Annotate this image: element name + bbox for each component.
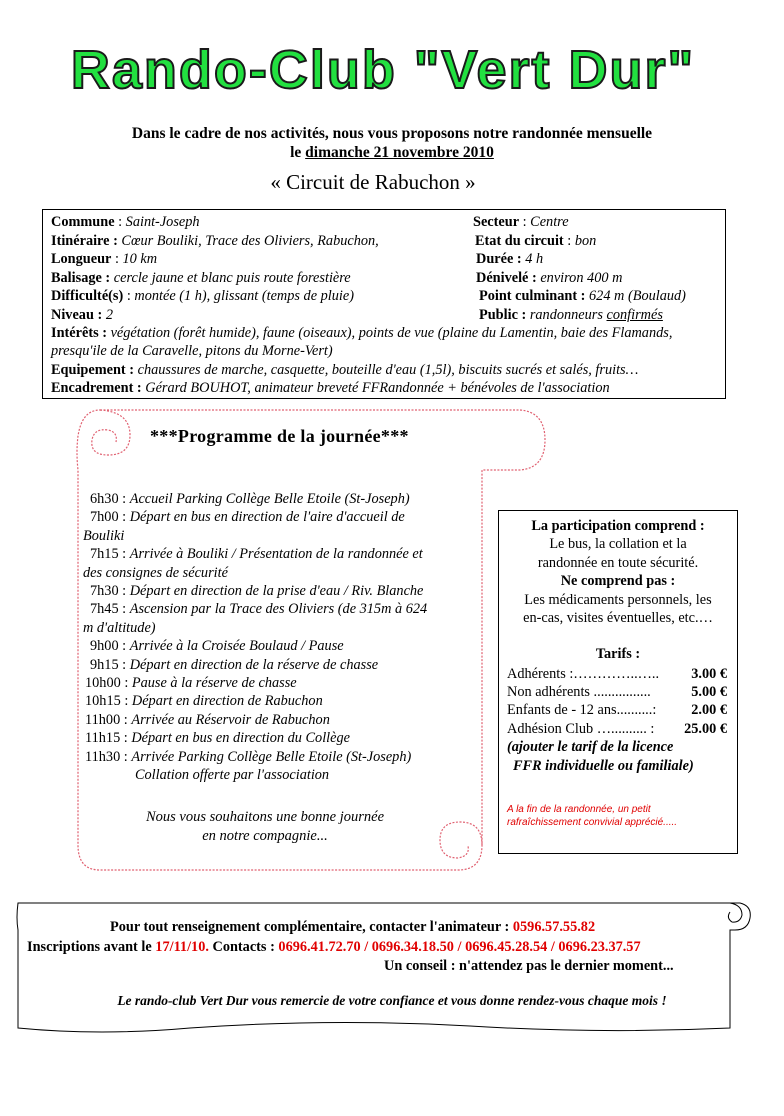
programme-item	[83, 508, 483, 526]
programme-item	[83, 490, 483, 508]
item-text: Départ en direction de Rabuchon	[131, 693, 323, 710]
item-time: 6h30 :	[90, 491, 127, 507]
not-included-line1: Les médicaments personnels, les	[524, 591, 712, 608]
item-text-cont: Collation offerte par l'association	[135, 767, 330, 784]
item-time: 7h45 :	[90, 601, 127, 618]
item-time: 9h15 :	[90, 656, 127, 673]
equipement-value: chaussures de marche, casquette, bouteille d'eau (1,5l), biscuits sucrés et salés, fruits…	[137, 362, 639, 378]
secteur-value: Centre	[530, 214, 569, 230]
secteur-row: Secteur : Centre	[473, 214, 569, 230]
tarif-price: 2.00 €	[691, 702, 727, 718]
interets-label: Intérêts :	[51, 325, 107, 341]
item-text: Arrivée à la Croisée Boulaud / Pause	[129, 638, 344, 655]
refreshment-note: A la fin de la randonnée, un petit rafraîchissement convivial apprécié.....	[507, 804, 678, 828]
closing-message	[120, 808, 410, 846]
tarifs-heading	[499, 645, 737, 663]
contact-line2-b: Contacts :	[208, 938, 275, 955]
programme-list	[83, 490, 483, 785]
item-time: 10h00 :	[85, 675, 129, 692]
culminant-value: 624 m (Boulaud)	[589, 288, 686, 304]
club-title-text: Rando-Club "Vert Dur"	[70, 40, 696, 100]
etat-label: Etat du circuit	[475, 233, 564, 249]
duree-value: 4 h	[525, 251, 544, 267]
event-date: dimanche 21 novembre 2010	[305, 144, 494, 161]
licence-note-line1: (ajouter le tarif de la licence	[507, 739, 674, 755]
difficulte-row: Difficulté(s) : montée (1 h), glissant (temps de pluie)	[51, 288, 354, 304]
programme-item	[83, 637, 483, 655]
encadrement-value: Gérard BOUHOT, animateur breveté FFRandonnée + bénévoles de l'association	[145, 380, 610, 396]
tarifs-heading-text: Tarifs :	[595, 646, 641, 663]
tarif-price: 5.00 €	[691, 684, 727, 700]
encadrement-label: Encadrement :	[51, 380, 142, 396]
secteur-label: Secteur	[473, 214, 520, 230]
item-time: 7h15 :	[90, 546, 127, 563]
balisage-label: Balisage :	[51, 270, 111, 286]
tarif-label: Adhérents :…………..…..	[507, 666, 660, 682]
contact-section	[0, 918, 784, 977]
item-text: Départ en bus en direction de l'aire d'accueil de	[129, 509, 405, 526]
item-text: Ascension par la Trace des Oliviers (de 315m à 624	[129, 601, 428, 618]
itineraire-value: Cœur Bouliki, Trace des Oliviers, Rabuchon,	[121, 233, 379, 249]
intro-line2-prefix: le	[290, 144, 306, 161]
item-time: 11h00 :	[85, 711, 128, 728]
longueur-value: 10 km	[122, 251, 158, 267]
equipement-label: Equipement :	[51, 362, 135, 378]
programme-item	[83, 729, 483, 747]
closing-line1: Nous vous souhaitons une bonne journée	[145, 809, 385, 825]
difficulte-value: montée (1 h), glissant (temps de pluie)	[134, 288, 354, 304]
item-time: 11h15 :	[85, 730, 128, 747]
participation-line1: Le bus, la collation et la	[549, 536, 687, 553]
programme-item-cont	[83, 564, 483, 582]
licence-note-line2: FFR individuelle ou familiale)	[513, 758, 694, 774]
item-text-cont: m d'altitude)	[83, 619, 156, 636]
item-text: Départ en direction de la prise d'eau / Riv. Blanche	[129, 583, 424, 600]
item-text-cont: Bouliki	[83, 527, 125, 544]
item-text: Pause à la réserve de chasse	[131, 675, 297, 692]
etat-row: Etat du circuit : bon	[475, 233, 597, 249]
item-text: Accueil Parking Collège Belle Etoile (St-Joseph)	[129, 491, 410, 507]
longueur-row: Longueur : 10 km	[51, 251, 158, 267]
public-label: Public :	[479, 307, 527, 323]
programme-item-cont	[83, 766, 483, 784]
item-text: Arrivée à Bouliki / Présentation de la randonnée et	[129, 546, 423, 563]
contact-line1-text: Pour tout renseignement complémentaire, contacter l'animateur :	[110, 919, 510, 935]
etat-value: bon	[574, 233, 597, 249]
animator-phone: 0596.57.55.82	[509, 919, 596, 935]
item-time: 7h00 :	[90, 509, 127, 526]
interets-value: végétation (forêt humide), faune (oiseaux), points de vue (plaine du Lamentin, baie des Flamands, presqu'ile de la Caravelle, pitons du Morne-Vert)	[51, 325, 673, 360]
programme-item	[83, 545, 483, 563]
commune-value: Saint-Joseph	[125, 214, 200, 230]
participation-heading	[499, 517, 737, 535]
item-time: 11h30 :	[85, 748, 128, 765]
programme-item	[83, 674, 483, 692]
denivele-value: environ 400 m	[540, 270, 623, 286]
not-included-heading-text: Ne comprend pas :	[560, 573, 676, 590]
niveau-value: 2	[105, 307, 113, 323]
public-value: randonneurs	[529, 307, 607, 323]
item-text: Départ en direction de la réserve de chasse	[129, 656, 379, 673]
programme-item	[83, 600, 483, 618]
contact-advice: Un conseil : n'attendez pas le dernier moment...	[384, 958, 674, 974]
thanks-message: Le rando-club Vert Dur vous remercie de votre confiance et vous donne rendez-vous chaque mois !	[117, 993, 667, 1008]
longueur-label: Longueur	[51, 251, 112, 267]
tarif-label: Enfants de - 12 ans..........:	[507, 702, 657, 718]
not-included-line2: en-cas, visites éventuelles, etc.…	[523, 610, 713, 627]
item-text: Arrivée au Réservoir de Rabuchon	[131, 711, 330, 728]
contact-phones: 0696.41.72.70 / 0696.34.18.50 / 0696.45.28.54 / 0696.23.37.57	[274, 938, 641, 955]
programme-item	[83, 748, 483, 766]
programme-title: ***Programme de la journée***	[150, 426, 409, 446]
circuit-name: « Circuit de Rabuchon »	[270, 170, 476, 194]
difficulte-label: Difficulté(s)	[51, 288, 124, 304]
item-time: 10h15 :	[85, 693, 129, 710]
niveau-label: Niveau :	[51, 307, 103, 323]
item-time: 7h30 :	[90, 583, 127, 600]
tarif-label: Non adhérents ................	[507, 684, 651, 700]
contact-line2-a: Inscriptions avant le	[27, 938, 156, 955]
item-text: Départ en bus en direction du Collège	[131, 730, 350, 747]
item-text: Arrivée Parking Collège Belle Etoile (St-Joseph)	[131, 748, 412, 765]
tarif-price: 3.00 €	[691, 666, 727, 682]
intro-line1: Dans le cadre de nos activités, nous vous proposons notre randonnée mensuelle	[131, 125, 653, 142]
participation-heading-text: La participation comprend :	[531, 518, 705, 534]
commune-row: Commune : Saint-Joseph	[51, 214, 200, 230]
contact-line2	[0, 938, 784, 958]
culminant-label: Point culminant :	[479, 288, 586, 304]
item-time: 9h00 :	[90, 638, 127, 655]
not-included-heading	[499, 572, 737, 590]
commune-label: Commune	[51, 214, 115, 230]
programme-item	[83, 692, 483, 710]
public-value-underlined: confirmés	[606, 307, 663, 323]
programme-item	[83, 582, 483, 600]
denivele-label: Dénivelé :	[476, 270, 537, 286]
itineraire-label: Itinéraire	[51, 233, 110, 249]
tarif-label: Adhésion Club ….......... :	[507, 721, 655, 737]
contact-line1	[0, 918, 784, 938]
participation-line2: randonnée en toute sécurité.	[537, 554, 699, 571]
duree-label: Durée :	[476, 251, 522, 267]
closing-line2: en notre compagnie...	[202, 828, 328, 844]
item-text-cont: des consignes de sécurité	[83, 564, 228, 581]
itineraire-row: Itinéraire : Cœur Bouliki, Trace des Oliviers, Rabuchon,	[51, 233, 379, 249]
programme-item-cont	[83, 619, 483, 637]
balisage-value: cercle jaune et blanc puis route forestière	[113, 270, 351, 286]
registration-deadline: 17/11/10.	[155, 938, 209, 955]
participation-box	[498, 510, 738, 854]
programme-item-cont	[83, 527, 483, 545]
programme-item	[83, 656, 483, 674]
programme-item	[83, 711, 483, 729]
tarif-price: 25.00 €	[684, 721, 727, 737]
